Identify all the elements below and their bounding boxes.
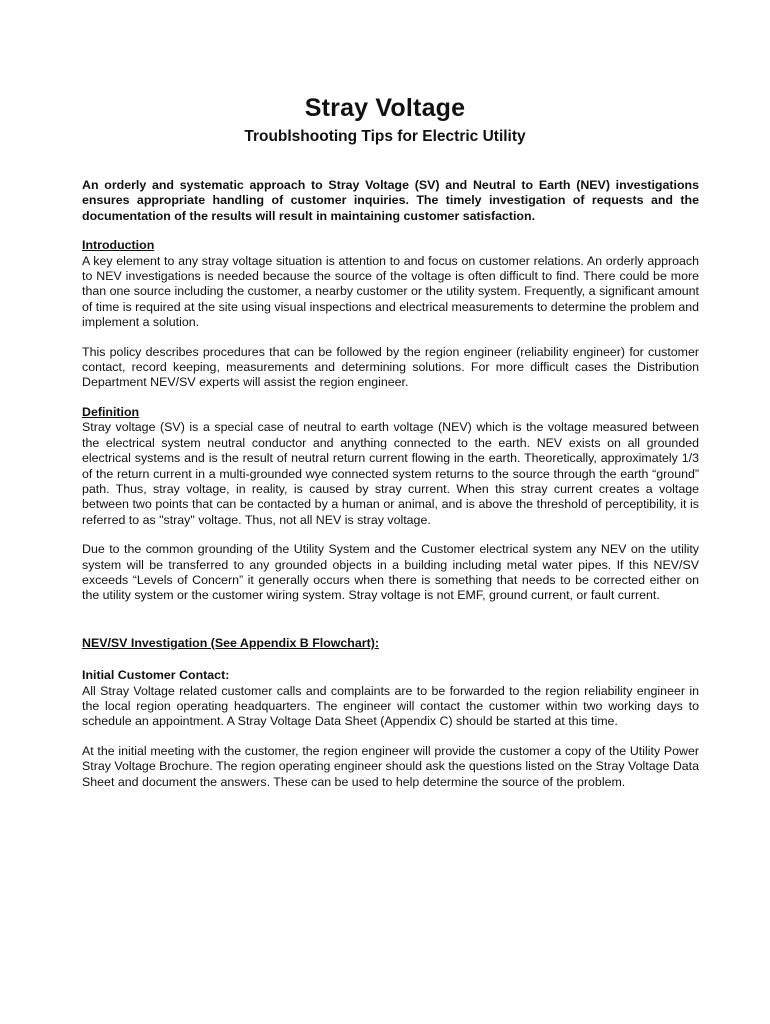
page-subtitle: Troublshooting Tips for Electric Utility: [244, 128, 526, 145]
initial-contact-section: [82, 668, 699, 730]
definition-paragraph-1: Stray voltage (SV) is a special case of neutral to earth voltage (NEV) which is the voltage measured between the electrical system neutral conductor and anything connected to the earth. NEV exists on all grounded electrical systems and is the result of neutral return current flowing in the earth. Theoretically, approximately 1/3 of the return current in a multi-grounded wye connected system returns to the source through the earth “ground” path. Thus, stray voltage, in reality, is caused by stray current. When this stray current creates a voltage between two points that can be contacted by a human or animal, and is above the threshold of perceptibility, it is referred to as "stray" voltage. Thus, not all NEV is stray voltage.: [82, 420, 699, 527]
initial-contact-heading: Initial Customer Contact:: [82, 668, 230, 683]
initial-contact-paragraph-2: At the initial meeting with the customer, the region engineer will provide the customer a copy of the Utility Power Stray Voltage Brochure. The region operating engineer should ask the questions listed on the Stray Voltage Data Sheet and document the answers. These can be used to help determine the source of the problem.: [82, 743, 699, 789]
introduction-section-1: [82, 238, 699, 330]
definition-paragraph-2: Due to the common grounding of the Utility System and the Customer electrical system any NEV on the utility system will be transferred to any grounded objects in a building including metal water pipes. If this NEV/SV exceeds “Levels of Concern” it generally occurs when there is something that needs to be corrected either on the utility system or the customer wiring system. Stray voltage is not EMF, ground current, or fault current.: [82, 542, 699, 603]
definition-section-1: [82, 405, 699, 528]
definition-heading: Definition: [82, 404, 140, 419]
intro-paragraph: An orderly and systematic approach to Stray Voltage (SV) and Neutral to Earth (NEV) investigations ensures appropriate handling of customer inquiries. The timely investigation of requests and the documentation of the results will result in maintaining customer satisfaction.: [82, 178, 699, 223]
initial-contact-paragraph-1: All Stray Voltage related customer calls and complaints are to be forwarded to the region reliability engineer in the local region operating headquarters. The engineer will contact the customer within two working days to schedule an appointment. A Stray Voltage Data Sheet (Appendix C) should be started at this time.: [82, 683, 699, 729]
introduction-heading: Introduction: [82, 238, 155, 253]
document-body: [82, 178, 699, 790]
investigation-heading: NEV/SV Investigation (See Appendix B Flowchart):: [82, 635, 379, 650]
page-title: Stray Voltage: [304, 94, 466, 122]
introduction-paragraph-1: A key element to any stray voltage situation is attention to and focus on customer relations. An orderly approach to NEV investigations is needed because the source of the voltage is often difficult to find. There could be more than one source including the customer, a nearby customer or the utility system. Frequently, a significant amount of time is required at the site using visual inspections and electrical measurements to determine the problem and implement a solution.: [82, 253, 699, 330]
introduction-paragraph-2: This policy describes procedures that can be followed by the region engineer (reliability engineer) for customer contact, record keeping, measurements and determining solutions. For more difficult cases the Distribution Department NEV/SV experts will assist the region engineer.: [82, 344, 699, 390]
